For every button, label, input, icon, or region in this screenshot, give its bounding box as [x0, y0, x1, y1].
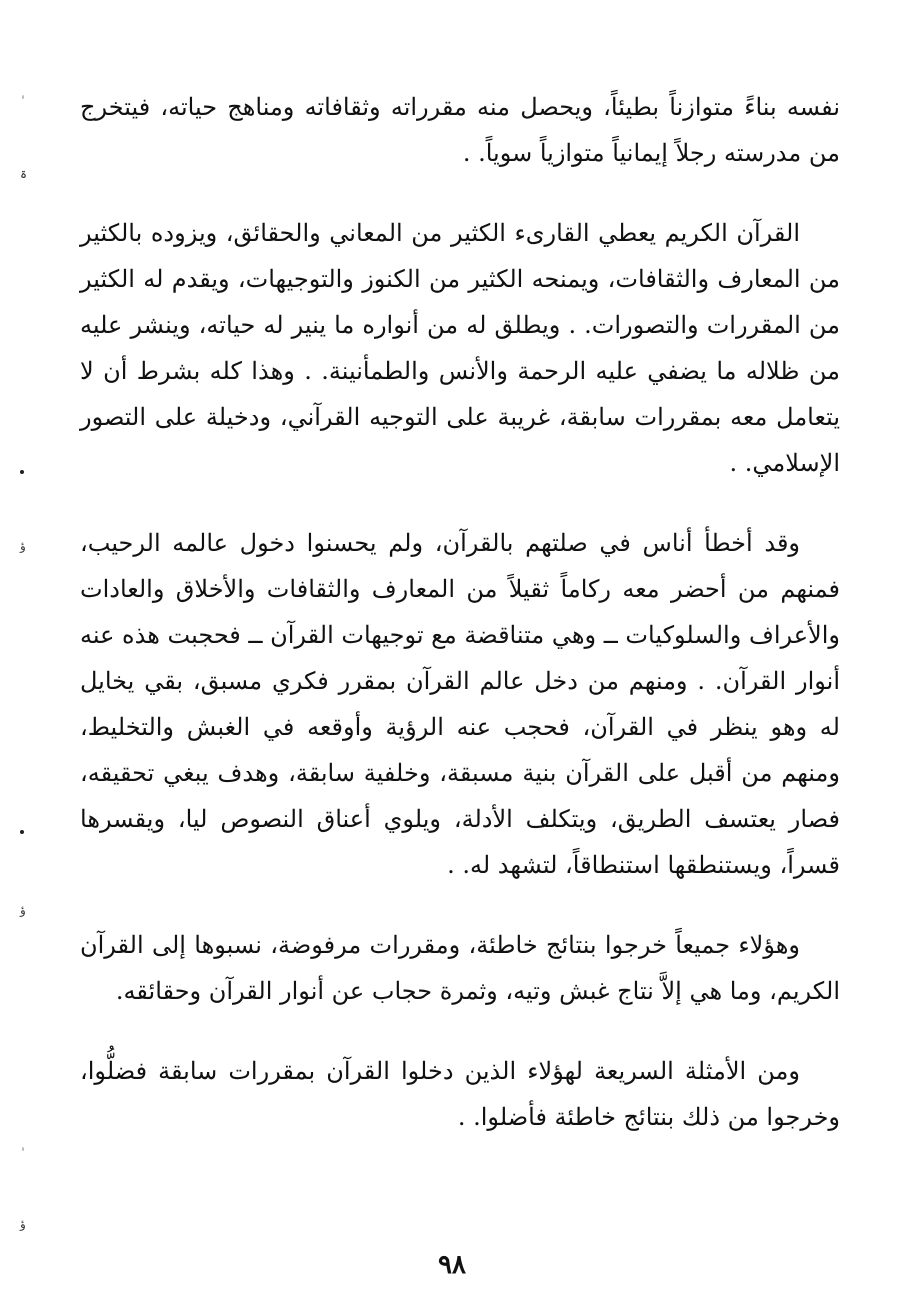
margin-mark: ؤ — [20, 1217, 26, 1231]
body-text — [80, 84, 840, 1174]
margin-dot — [20, 830, 24, 834]
margin-mark — [20, 96, 32, 108]
margin-mark: ؤ — [20, 903, 26, 917]
margin-dot — [20, 470, 24, 474]
page-number: ٩٨ — [438, 1250, 466, 1280]
margin-mark: ؤ — [20, 539, 26, 553]
paragraph: القرآن الكريم يعطي القارىء الكثير من المعاني والحقائق، ويزوده بالكثير من المعارف والثقافات، ويمنحه الكثير من الكنوز والتوجيهات، ويقدم له الكثير من المقررات والتصورات. . ويطلق له من أنواره ما ينير له حياته، وينشر عليه من ظلاله ما يضفي عليه الرحمة والأنس والطمأنينة. . وهذا كله بشرط أن لا يتعامل معه بمقررات سابقة، غريبة على التوجيه القرآني، ودخيلة على التصور الإسلامي. . — [80, 219, 840, 477]
margin-mark — [20, 1148, 32, 1160]
paragraph: نفسه بناءً متوازناً بطيئاً، ويحصل منه مقرراته وثقافاته ومناهج حياته، فيتخرج من مدرسته رجلاً إيمانياً متوازياً سوياً. . — [80, 93, 840, 167]
margin-mark: ۃ — [20, 167, 28, 181]
paragraph: ومن الأمثلة السريعة لهؤلاء الذين دخلوا القرآن بمقررات سابقة فضلُّوا، وخرجوا من ذلك بنتائج خاطئة فأضلوا. . — [80, 1057, 840, 1131]
paragraph: وهؤلاء جميعاً خرجوا بنتائج خاطئة، ومقررات مرفوضة، نسبوها إلى القرآن الكريم، وما هي إلاَّ نتاج غبش وتيه، وثمرة حجاب عن أنوار القرآن وحقائقه. — [80, 931, 840, 1005]
paragraph: وقد أخطأ أناس في صلتهم بالقرآن، ولم يحسنوا دخول عالمه الرحيب، فمنهم من أحضر معه ركاماً ثقيلاً من المعارف والثقافات والأخلاق والعادات والأعراف والسلوكيات ــ وهي متناقضة مع توجيهات القرآن ــ فحجبت هذه عنه أنوار القرآن. . ومنهم من دخل عالم القرآن بمقرر فكري مسبق، بقي يخايل له وهو ينظر في القرآن، فحجب عنه الرؤية وأوقعه في الغبش والتخليط، ومنهم من أقبل على القرآن بنية مسبقة، وخلفية سابقة، وهدف يبغي تحقيقه، فصار يعتسف الطريق، ويتكلف الأدلة، ويلوي أعناق النصوص ليا، ويقسرها قسراً، ويستنطقها استنطاقاً، لتشهد له. . — [80, 529, 840, 879]
